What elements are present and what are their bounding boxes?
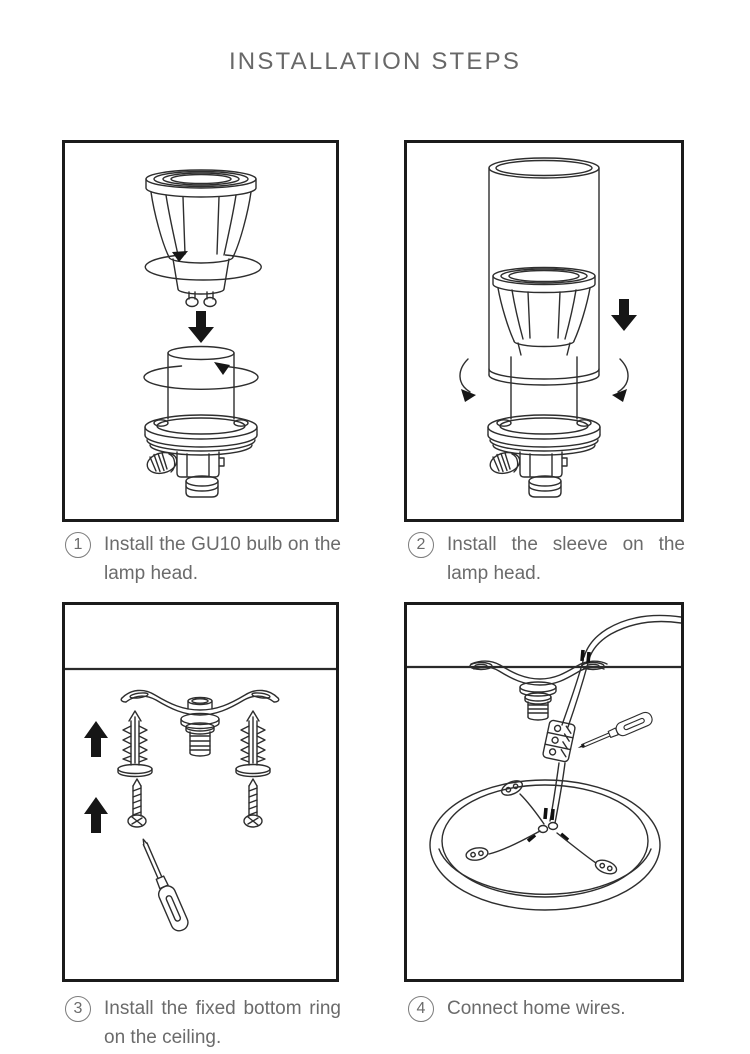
step1-illustration	[65, 143, 336, 519]
step-number: 4	[416, 1000, 426, 1017]
step-panel-1	[62, 140, 339, 522]
step-caption-2	[408, 530, 686, 588]
mounting-bracket-drawing	[121, 690, 279, 756]
threaded-stud-drawing	[181, 698, 219, 757]
terminal-block-drawing	[177, 452, 224, 477]
step-number-badge	[408, 532, 434, 558]
step-caption-text: Install the GU10 bulb on the lamp head.	[104, 534, 341, 584]
mounting-ring-drawing	[145, 415, 257, 455]
step-number: 2	[416, 536, 426, 553]
mounting-ring-drawing	[488, 415, 600, 455]
wall-anchor-icon	[236, 711, 270, 777]
step-number: 3	[73, 1000, 83, 1017]
cable-gland-drawing	[529, 476, 561, 497]
step-number-badge	[65, 996, 91, 1022]
step2-illustration	[407, 143, 681, 519]
step-caption-4	[408, 994, 686, 1023]
terminal-lug-icon	[465, 846, 489, 862]
step-number-badge	[65, 532, 91, 558]
rotation-arrow-icon	[612, 359, 628, 402]
step-caption-text: Install the fixed bottom ring on the ceiling.	[104, 998, 341, 1048]
step-number-badge	[408, 996, 434, 1022]
step-panel-2	[404, 140, 684, 522]
wire-connector-drawing	[542, 720, 575, 763]
step3-illustration	[65, 605, 336, 979]
step-panel-4	[404, 602, 684, 982]
rotation-arrow-icon	[144, 362, 258, 389]
step-number: 1	[73, 536, 83, 553]
down-arrow-icon	[611, 299, 637, 331]
down-arrow-icon	[188, 311, 214, 343]
lamp-head-drawing	[168, 347, 234, 420]
step-caption-3	[65, 994, 341, 1052]
gu10-bulb-drawing	[493, 268, 595, 356]
terminal-block-drawing	[520, 452, 567, 477]
screwdriver-icon	[575, 710, 654, 754]
step4-illustration	[407, 605, 681, 979]
rotation-arrow-icon	[460, 359, 476, 402]
threaded-stud-drawing	[520, 682, 556, 720]
wire-clamp-drawing	[539, 823, 558, 833]
wall-anchor-icon	[118, 711, 152, 777]
up-arrow-icon	[84, 797, 108, 833]
rotation-arrow-icon	[145, 251, 261, 280]
cable-gland-drawing	[186, 476, 218, 497]
step-caption-text: Install the sleeve on the lamp head.	[447, 534, 685, 584]
bottom-ring-drawing	[430, 780, 660, 910]
up-arrow-icon	[84, 721, 108, 757]
step-caption-1	[65, 530, 341, 588]
step-caption-text: Connect home wires.	[447, 998, 626, 1019]
step-panel-3	[62, 602, 339, 982]
page-title: INSTALLATION STEPS	[228, 48, 522, 75]
screwdriver-icon	[135, 836, 190, 934]
glass-sleeve-drawing	[489, 158, 599, 385]
lamp-head-drawing	[511, 357, 577, 419]
terminal-lug-icon	[594, 858, 619, 877]
gu10-bulb-drawing	[146, 170, 256, 307]
mains-cable-drawing	[562, 616, 681, 728]
screw-icon	[244, 779, 262, 827]
screw-icon	[128, 779, 146, 827]
